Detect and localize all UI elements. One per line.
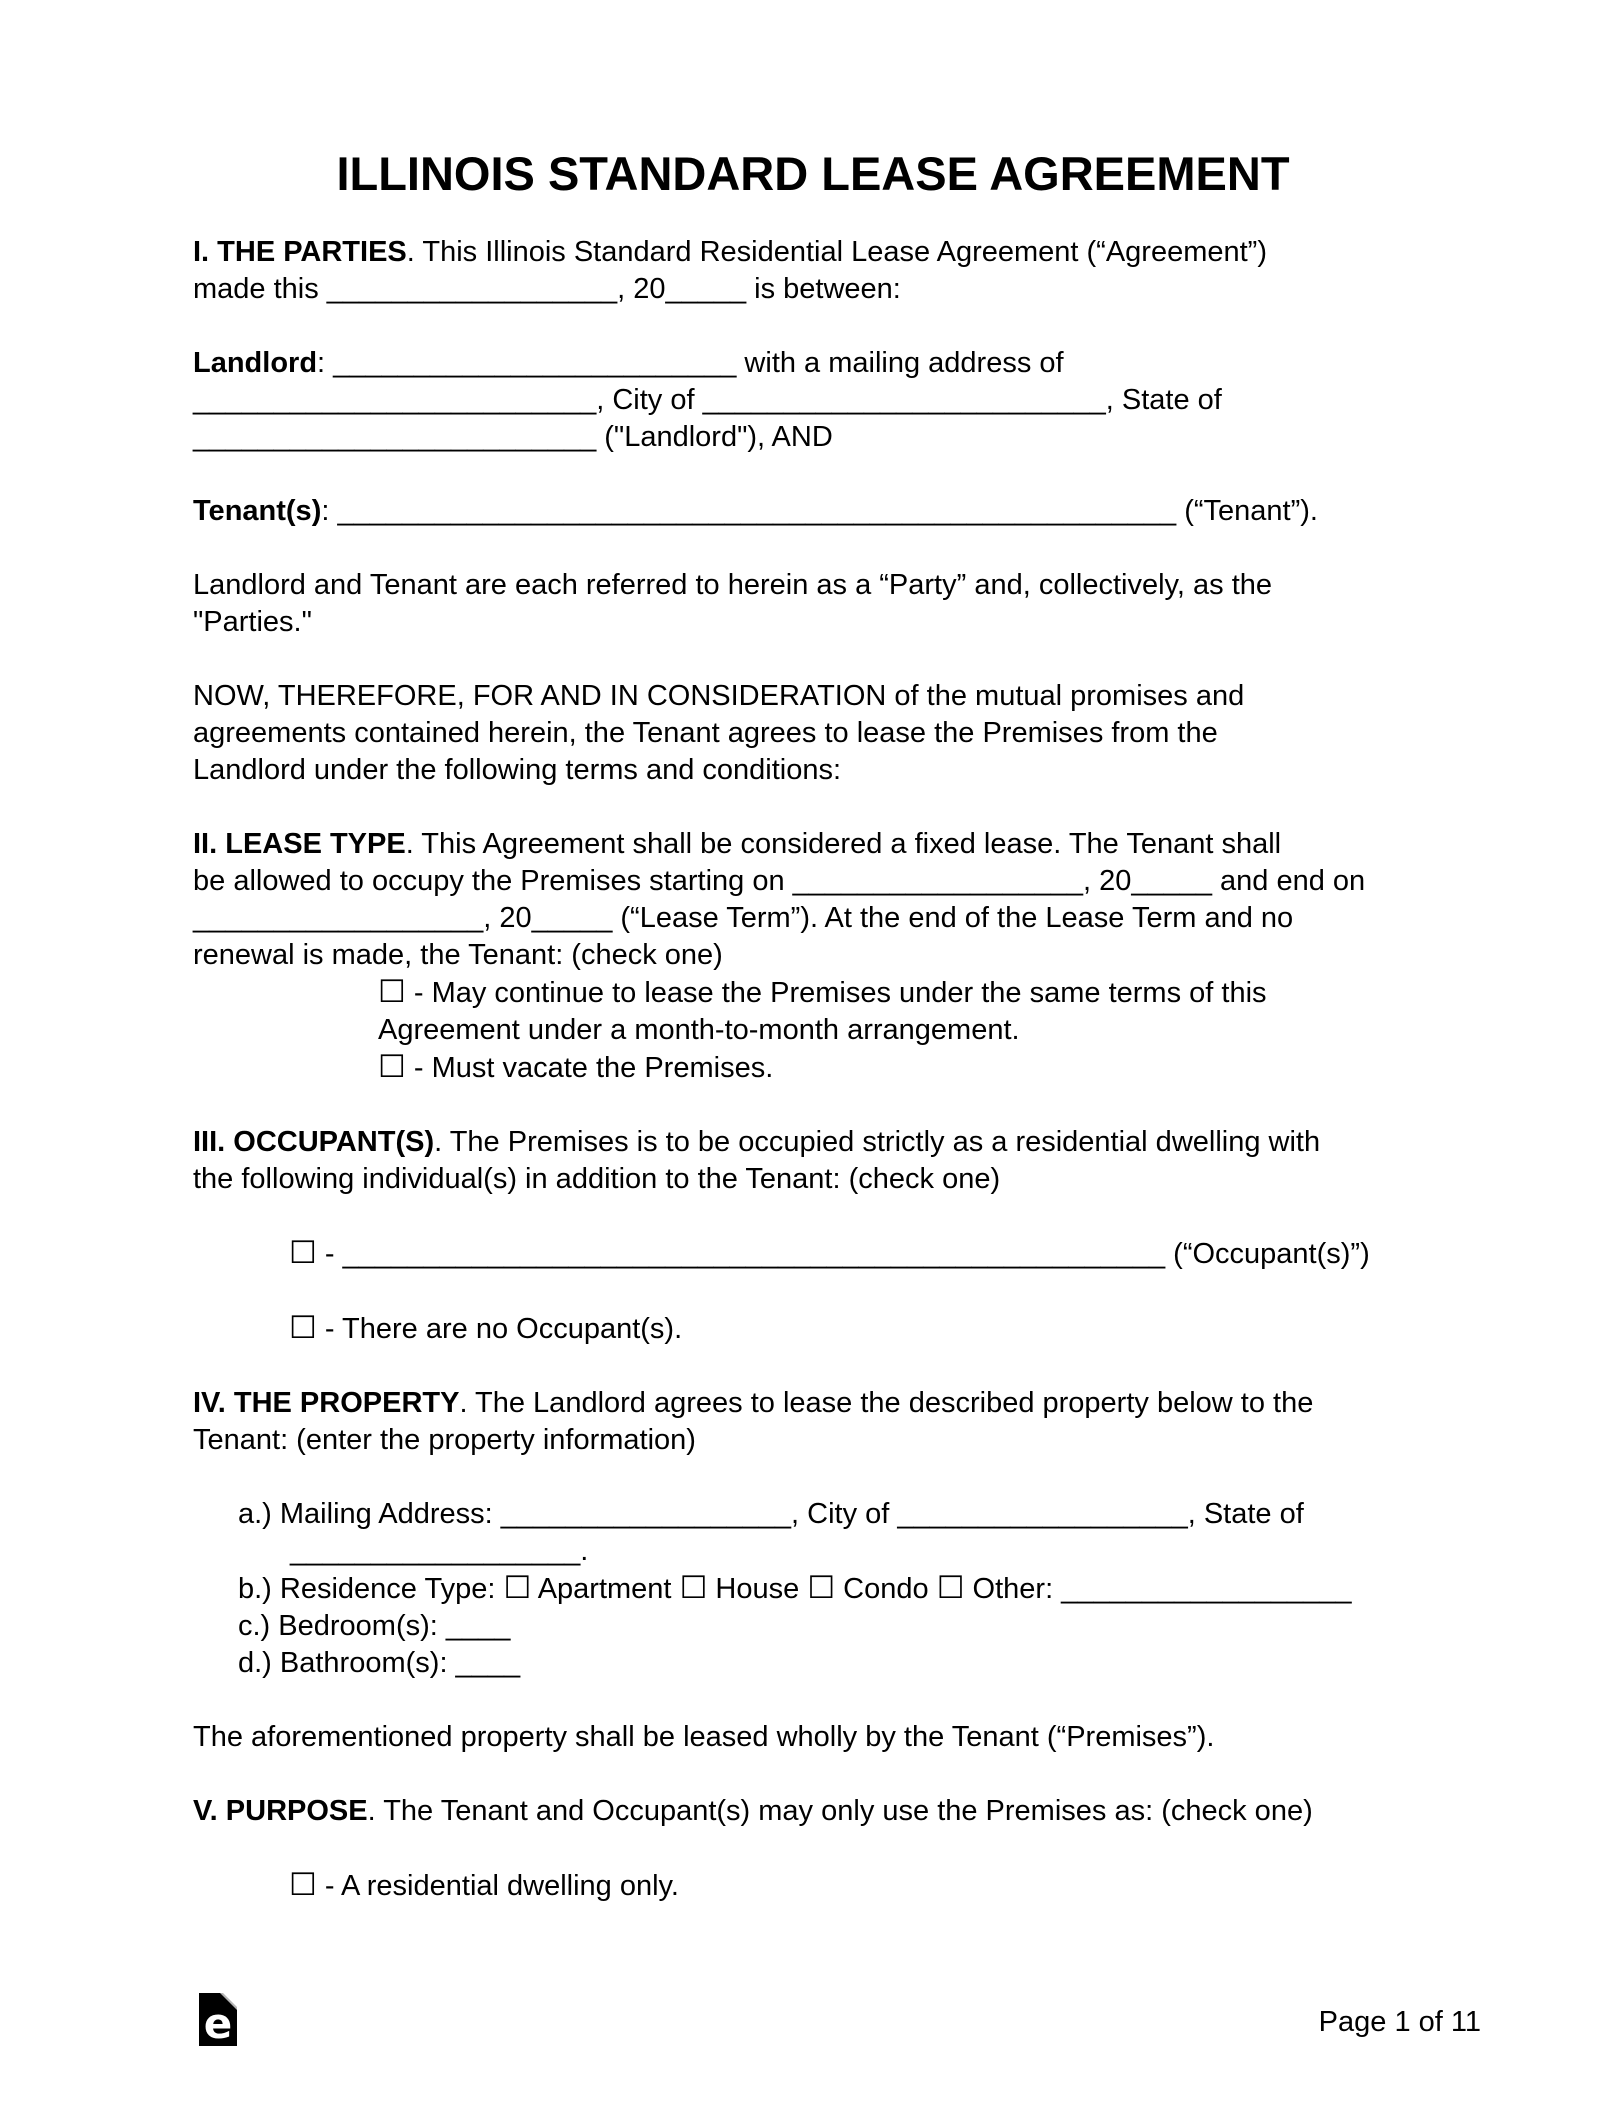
- section-v-rest: . The Tenant and Occupant(s) may only use the Premises as: (check one): [367, 1795, 1313, 1827]
- purpose-residential-text: - A residential dwelling only.: [316, 1870, 679, 1902]
- landlord-label: Landlord: [193, 347, 318, 379]
- tenant-name-blank: : ____________________________________________________ (“Tenant”).: [321, 495, 1318, 527]
- property-item-b-line: [238, 1570, 1493, 1608]
- section-iii-paragraph: [193, 1124, 1493, 1198]
- document-title: ILLINOIS STANDARD LEASE AGREEMENT: [336, 147, 1290, 200]
- apartment-checkbox-icon[interactable]: ☐: [503, 1570, 532, 1606]
- lease-option-continue-text: - May continue to lease the Premises under the same terms of this: [405, 977, 1267, 1009]
- occupants-option-none: [193, 1310, 1493, 1348]
- section-i-intro-paragraph: [193, 234, 1493, 308]
- consideration-line2: agreements contained herein, the Tenant agrees to lease the Premises from the: [193, 717, 1218, 749]
- section-iii-line1: [193, 1124, 1493, 1161]
- continue-checkbox-icon[interactable]: ☐: [378, 974, 406, 1010]
- section-iv-rest: . The Landlord agrees to lease the described property below to the: [459, 1387, 1314, 1419]
- house-checkbox-icon[interactable]: ☐: [679, 1570, 708, 1606]
- occupants-option-named-line: [289, 1235, 1493, 1273]
- landlord-line2: _________________________, City of _________________________, State of: [193, 384, 1222, 416]
- eforms-logo: [199, 1993, 237, 2046]
- occupants-named-blank: - ___________________________________________________ (“Occupant(s)”): [316, 1238, 1370, 1270]
- section-iii-heading: III. OCCUPANT(S): [193, 1126, 435, 1158]
- residential-checkbox-icon[interactable]: ☐: [289, 1867, 317, 1903]
- lease-option-vacate-text: - Must vacate the Premises.: [405, 1052, 774, 1084]
- section-ii-heading: II. LEASE TYPE: [193, 828, 406, 860]
- occupants-none-checkbox-icon[interactable]: ☐: [289, 1310, 317, 1346]
- eforms-logo-letter: e: [203, 1999, 233, 2048]
- condo-checkbox-icon[interactable]: ☐: [807, 1570, 836, 1606]
- property-item-d-line: d.) Bathroom(s): ____: [238, 1647, 521, 1679]
- section-i-intro-rest: . This Illinois Standard Residential Lease Agreement (“Agreement”): [406, 236, 1267, 268]
- property-item-c-line: c.) Bedroom(s): ____: [238, 1610, 511, 1642]
- section-ii-line2: be allowed to occupy the Premises starting on __________________, 20_____ and end on: [193, 865, 1366, 897]
- house-label: House: [707, 1573, 808, 1605]
- apartment-label: Apartment: [531, 1573, 680, 1605]
- section-iv-paragraph: [193, 1385, 1493, 1459]
- occupants-option-none-line: [289, 1310, 1493, 1348]
- section-v-heading: V. PURPOSE: [193, 1795, 368, 1827]
- premises-note-paragraph: [193, 1719, 1493, 1756]
- lease-option-vacate-line: [378, 1049, 1493, 1087]
- consideration-line1: NOW, THEREFORE, FOR AND IN CONSIDERATION of the mutual promises and: [193, 680, 1245, 712]
- property-items: [193, 1496, 1493, 1682]
- occupants-named-checkbox-icon[interactable]: ☐: [289, 1235, 317, 1271]
- document-body: [193, 148, 1493, 1942]
- condo-label: Condo: [835, 1573, 937, 1605]
- tenant-label: Tenant(s): [193, 495, 322, 527]
- section-iv-line1: [193, 1385, 1493, 1422]
- section-i-intro-line2: made this __________________, 20_____ is between:: [193, 273, 901, 305]
- property-item-a-line2: __________________.: [290, 1535, 589, 1567]
- other-label-blank: Other: __________________: [964, 1573, 1352, 1605]
- landlord-line1: [193, 345, 1493, 382]
- section-iv-heading: IV. THE PROPERTY: [193, 1387, 460, 1419]
- parties-collective-paragraph: [193, 567, 1493, 641]
- section-v-line1: [193, 1793, 1493, 1830]
- section-ii-line4: renewal is made, the Tenant: (check one): [193, 939, 723, 971]
- consideration-line3: Landlord under the following terms and conditions:: [193, 754, 842, 786]
- lease-option-continue-line2: Agreement under a month-to-month arrangement.: [378, 1014, 1020, 1046]
- lease-option-continue: [193, 974, 1493, 1049]
- landlord-paragraph: [193, 345, 1493, 456]
- section-v-paragraph: [193, 1793, 1493, 1830]
- premises-note-line: The aforementioned property shall be leased wholly by the Tenant (“Premises”).: [193, 1721, 1215, 1753]
- collective-line2: "Parties.": [193, 606, 312, 638]
- section-ii-line3: __________________, 20_____ (“Lease Term”). At the end of the Lease Term and no: [193, 902, 1294, 934]
- lease-option-continue-line1: [378, 974, 1493, 1012]
- residence-type-label: b.) Residence Type:: [238, 1573, 504, 1605]
- landlord-name-blank: : _________________________ with a mailing address of: [317, 347, 1064, 379]
- occupants-none-text: - There are no Occupant(s).: [316, 1313, 683, 1345]
- tenant-paragraph: [193, 493, 1493, 530]
- property-item-a-line1: a.) Mailing Address: __________________, City of __________________, State of: [238, 1498, 1304, 1530]
- vacate-checkbox-icon[interactable]: ☐: [378, 1049, 406, 1085]
- section-iv-line2: Tenant: (enter the property information): [193, 1424, 696, 1456]
- section-ii-rest: . This Agreement shall be considered a fixed lease. The Tenant shall: [405, 828, 1282, 860]
- consideration-paragraph: [193, 678, 1493, 789]
- section-iii-rest: . The Premises is to be occupied strictly as a residential dwelling with: [434, 1126, 1321, 1158]
- section-ii-line1: [193, 826, 1493, 863]
- purpose-option-residential-line: [289, 1867, 1493, 1905]
- lease-option-vacate: [193, 1049, 1493, 1087]
- other-checkbox-icon[interactable]: ☐: [936, 1570, 965, 1606]
- purpose-option-residential: [193, 1867, 1493, 1905]
- tenant-line: [193, 493, 1493, 530]
- section-ii-paragraph: [193, 826, 1493, 974]
- occupants-option-named: [193, 1235, 1493, 1273]
- section-i-intro-line1: [193, 234, 1493, 271]
- collective-line1: Landlord and Tenant are each referred to herein as a “Party” and, collectively, as the: [193, 569, 1273, 601]
- section-i-heading: I. THE PARTIES: [193, 236, 407, 268]
- landlord-line3: _________________________ ("Landlord"), AND: [193, 421, 833, 453]
- page-number: Page 1 of 11: [1318, 2006, 1481, 2038]
- section-iii-line2: the following individual(s) in addition to the Tenant: (check one): [193, 1163, 1001, 1195]
